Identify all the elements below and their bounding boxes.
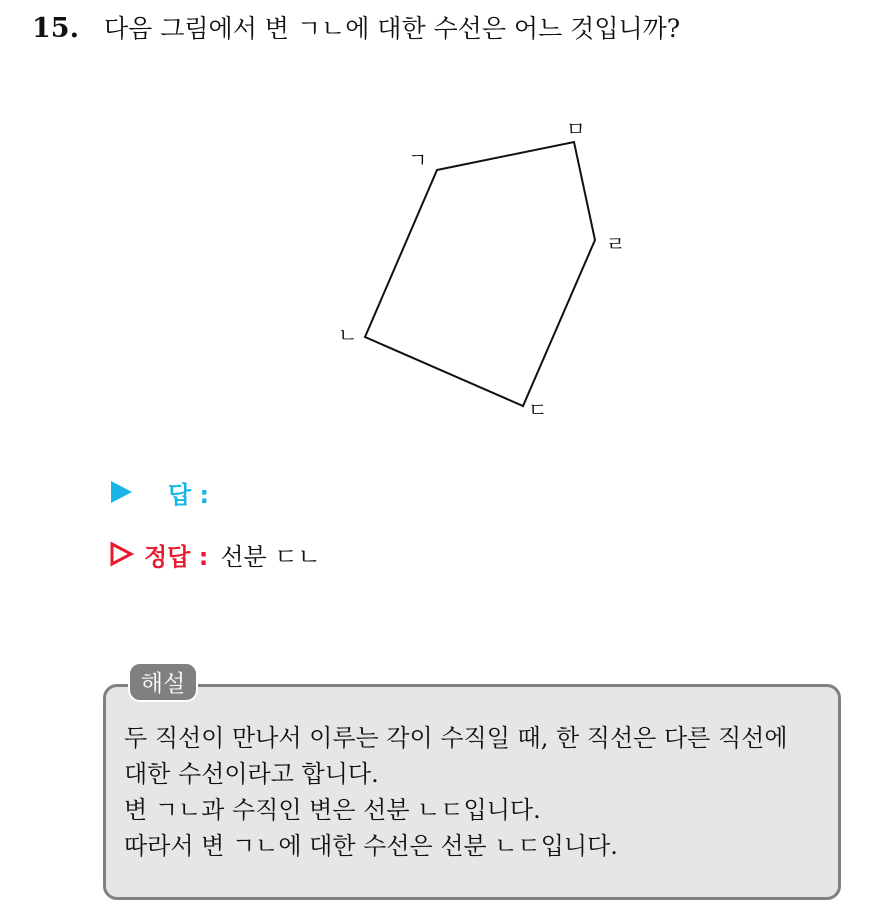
question	[32, 12, 680, 46]
vertex-label-rieul: ㄹ	[606, 232, 626, 256]
pentagon-figure	[320, 100, 640, 440]
pentagon-outline	[365, 142, 595, 406]
solution-text	[124, 720, 788, 864]
outline-triangle-icon	[108, 541, 134, 567]
solution-tab: 해설	[128, 662, 198, 702]
pentagon-svg	[320, 100, 640, 440]
vertex-label-mieum: ㅁ	[566, 117, 586, 141]
vertex-label-nieun: ㄴ	[338, 323, 358, 347]
solution-line: 따라서 변 ㄱㄴ에 대한 수선은 선분 ㄴㄷ입니다.	[124, 832, 618, 860]
answer-row	[108, 474, 209, 510]
filled-triangle-icon	[108, 479, 134, 505]
solution-line: 변 ㄱㄴ과 수직인 변은 선분 ㄴㄷ입니다.	[124, 796, 541, 824]
question-number: 15.	[32, 13, 79, 44]
vertex-label-digeut: ㄷ	[528, 398, 548, 422]
answer-label: 답 :	[168, 480, 210, 509]
question-text: 다음 그림에서 변 ㄱㄴ에 대한 수선은 어느 것입니까?	[104, 14, 681, 43]
solution-line: 두 직선이 만나서 이루는 각이 수직일 때, 한 직선은 다른 직선에	[124, 724, 788, 752]
solution-line: 대한 수선이라고 합니다.	[124, 760, 379, 788]
correct-answer-label: 정답 :	[144, 542, 209, 571]
correct-answer-row	[108, 536, 321, 572]
vertex-label-giyeok: ㄱ	[408, 148, 428, 172]
correct-answer-value: 선분 ㄷㄴ	[220, 542, 321, 571]
